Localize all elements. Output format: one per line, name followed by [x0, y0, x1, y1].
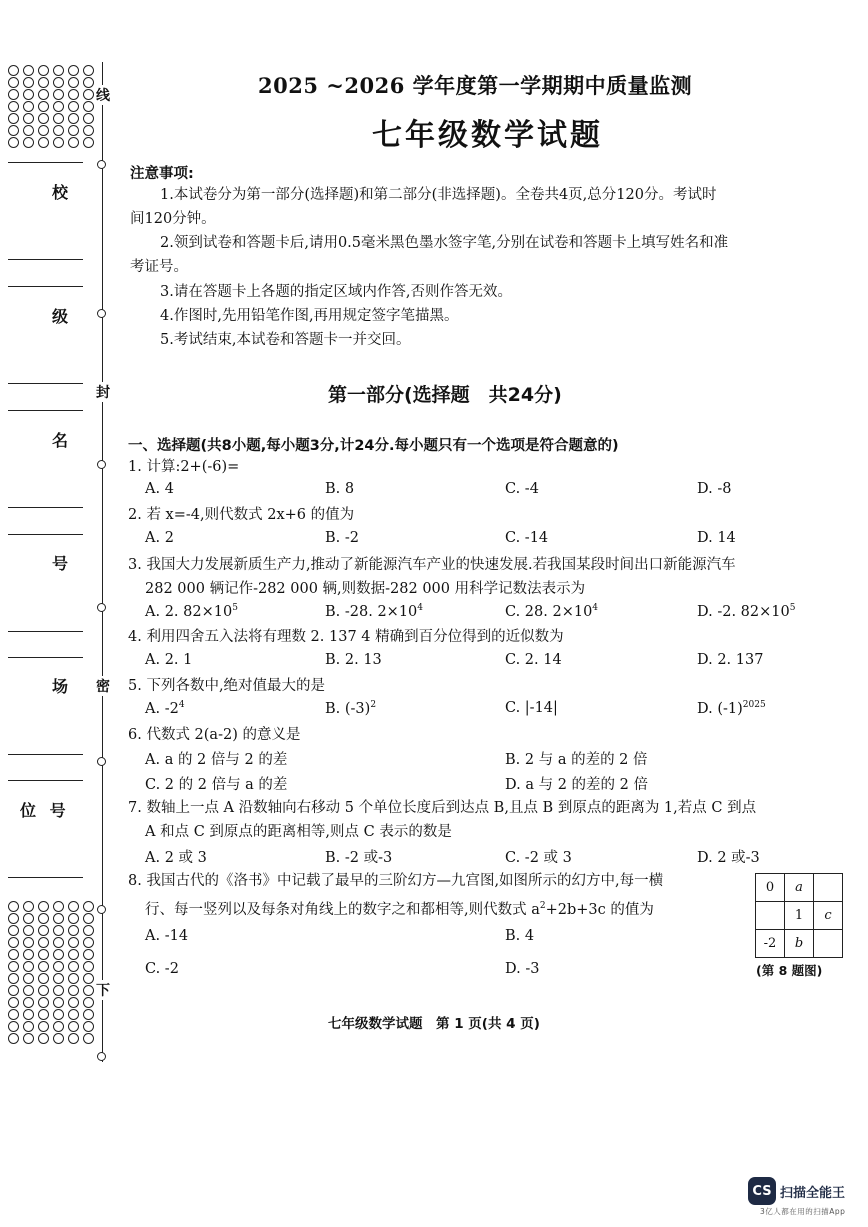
part1-title: 第一部分(选择题 共24分) — [328, 384, 562, 406]
scanner-logo-icon: CS — [748, 1177, 776, 1205]
q3-option-a: A. 2. $82\times 10^5$ — [145, 603, 238, 620]
q4-option-a: A. 2. 1 — [145, 652, 193, 668]
q1-option-c: C. -4 — [505, 481, 539, 497]
grid-cell: 1 — [785, 902, 814, 930]
seat-number-field-label: 位 号 — [20, 801, 70, 820]
q3-option-b: B. -28. $2\times 10^4$ — [325, 603, 424, 620]
school-field-label: 校 — [52, 183, 69, 202]
cut-char-line: 线 — [96, 85, 110, 105]
grid-cell: a — [785, 874, 814, 902]
q8-option-c: C. -2 — [145, 961, 179, 977]
q8-option-b: B. 4 — [505, 928, 535, 944]
grid-cell — [814, 874, 843, 902]
note-item-5: 5.考试结束,本试卷和答题卡一并交回。 — [160, 332, 411, 348]
scanner-slogan: 3亿人都在用的扫描App — [760, 1207, 846, 1216]
q1-option-b: B. 8 — [325, 481, 355, 497]
page-footer: 七年级数学试题 第 1 页(共 4 页) — [328, 1016, 540, 1032]
notes-heading: 注意事项: — [130, 166, 194, 182]
q2-stem: 2. 若 x=-4,则代数式 2x+6 的值为 — [128, 507, 355, 523]
q1-option-d: D. -8 — [697, 481, 732, 497]
note-item-2: 2.领到试卷和答题卡后,请用0.5毫米黑色墨水签字笔,分别在试卷和答题卡上填写姓名和准 — [160, 235, 729, 251]
line-knot — [97, 905, 106, 914]
q6-option-a: A. a 的 2 倍与 2 的差 — [145, 752, 288, 768]
exam-session-title: 2025 ~2026 学年度第一学期期中质量监测 — [258, 73, 693, 98]
line-knot — [97, 603, 106, 612]
name-field-box[interactable] — [8, 410, 83, 508]
q1-option-a: A. 4 — [145, 481, 174, 497]
note-item-4: 4.作图时,先用铅笔作图,再用规定签字笔描黑。 — [160, 308, 459, 324]
line-knot — [97, 160, 106, 169]
line-knot — [97, 460, 106, 469]
q5-option-b: B. $(-3)^2$ — [325, 700, 377, 717]
q2-option-c: C. -14 — [505, 530, 549, 546]
exam-room-field-box[interactable] — [8, 657, 83, 755]
q7-option-d: D. 2 或-3 — [697, 850, 760, 866]
q7-stem-line2: A 和点 C 到原点的距离相等,则点 C 表示的数是 — [145, 824, 452, 840]
q5-stem: 5. 下列各数中,绝对值最大的是 — [128, 678, 326, 694]
line-knot — [97, 1052, 106, 1061]
cut-char-secret: 密 — [96, 676, 110, 696]
q3-stem-line1: 3. 我国大力发展新质生产力,推动了新能源汽车产业的快速发展.若我国某段时间出口新能源汽车 — [128, 557, 736, 573]
q8-stem-line1: 8. 我国古代的《洛书》中记载了最早的三阶幻方—九宫图,如图所示的幻方中,每一横 — [128, 873, 664, 889]
class-field-label: 级 — [52, 307, 69, 326]
seat-number-field-box[interactable] — [8, 780, 83, 878]
figure-caption: (第 8 题图) — [756, 963, 823, 978]
q4-option-b: B. 2. 13 — [325, 652, 382, 668]
cut-char-seal: 封 — [96, 382, 110, 402]
q7-option-c: C. -2 或 3 — [505, 850, 572, 866]
punch-holes-top — [6, 64, 96, 148]
line-knot — [97, 757, 106, 766]
q2-option-a: A. 2 — [145, 530, 174, 546]
grid-cell: -2 — [756, 930, 785, 958]
q5-option-a: A. $-2^4$ — [145, 700, 185, 717]
q4-option-c: C. 2. 14 — [505, 652, 562, 668]
punch-holes-bottom — [6, 900, 96, 1044]
q2-option-d: D. 14 — [697, 530, 736, 546]
grid-cell: b — [785, 930, 814, 958]
note-item-1: 1.本试卷分为第一部分(选择题)和第二部分(非选择题)。全卷共4页,总分120分。考试时 — [160, 187, 717, 203]
grid-cell — [756, 902, 785, 930]
q6-option-b: B. 2 与 a 的差的 2 倍 — [505, 752, 648, 768]
line-knot — [97, 309, 106, 318]
magic-square-figure — [755, 873, 843, 958]
q2-option-b: B. -2 — [325, 530, 359, 546]
q3-option-c: C. 28. $2\times 10^4$ — [505, 603, 599, 620]
exam-subject-title: 七年级数学试题 — [372, 118, 603, 153]
q6-option-d: D. a 与 2 的差的 2 倍 — [505, 777, 648, 793]
note-item-3: 3.请在答题卡上各题的指定区域内作答,否则作答无效。 — [160, 284, 512, 300]
q8-option-a: A. -14 — [145, 928, 189, 944]
scanner-app-name: 扫描全能王 — [780, 1185, 846, 1201]
q8-option-d: D. -3 — [505, 961, 540, 977]
note-item-1-cont: 间120分钟。 — [130, 211, 216, 227]
exam-room-field-label: 场 — [52, 677, 69, 696]
exam-number-field-box[interactable] — [8, 534, 83, 632]
grid-cell — [814, 930, 843, 958]
name-field-label: 名 — [52, 431, 69, 450]
q5-option-c: C. |-14| — [505, 700, 558, 716]
q7-option-b: B. -2 或-3 — [325, 850, 393, 866]
class-field-box[interactable] — [8, 286, 83, 384]
grid-cell: 0 — [756, 874, 785, 902]
grid-cell: c — [814, 902, 843, 930]
q7-stem-line1: 7. 数轴上一点 A 沿数轴向右移动 5 个单位长度后到达点 B,且点 B 到原点的距离为 1,若点 C 到点 — [128, 800, 757, 816]
scanner-watermark — [748, 1177, 845, 1205]
q3-stem-line2: 282 000 辆记作-282 000 辆,则数据-282 000 用科学记数法表示为 — [145, 581, 586, 597]
q8-stem-line2: 行、每一竖列以及每条对角线上的数字之和都相等,则代数式 $a^2+2b+3c$ 的值为 — [145, 901, 654, 918]
section-heading: 一、选择题(共8小题,每小题3分,计24分.每小题只有一个选项是符合题意的) — [128, 438, 619, 454]
q1-stem: 1. 计算:2+(-6)= — [128, 459, 240, 475]
q7-option-a: A. 2 或 3 — [145, 850, 207, 866]
note-item-2-cont: 考证号。 — [130, 259, 188, 275]
q3-option-d: D. -2. $82\times 10^5$ — [697, 603, 796, 620]
q6-stem: 6. 代数式 2(a-2) 的意义是 — [128, 727, 301, 743]
q6-option-c: C. 2 的 2 倍与 a 的差 — [145, 777, 288, 793]
q4-stem: 4. 利用四舍五入法将有理数 2. 137 4 精确到百分位得到的近似数为 — [128, 629, 564, 645]
q5-option-d: D. $(-1)^{2025}$ — [697, 700, 766, 717]
school-field-box[interactable] — [8, 162, 83, 260]
q4-option-d: D. 2. 137 — [697, 652, 764, 668]
exam-number-field-label: 号 — [52, 554, 69, 573]
cut-char-below: 下 — [96, 980, 110, 1000]
